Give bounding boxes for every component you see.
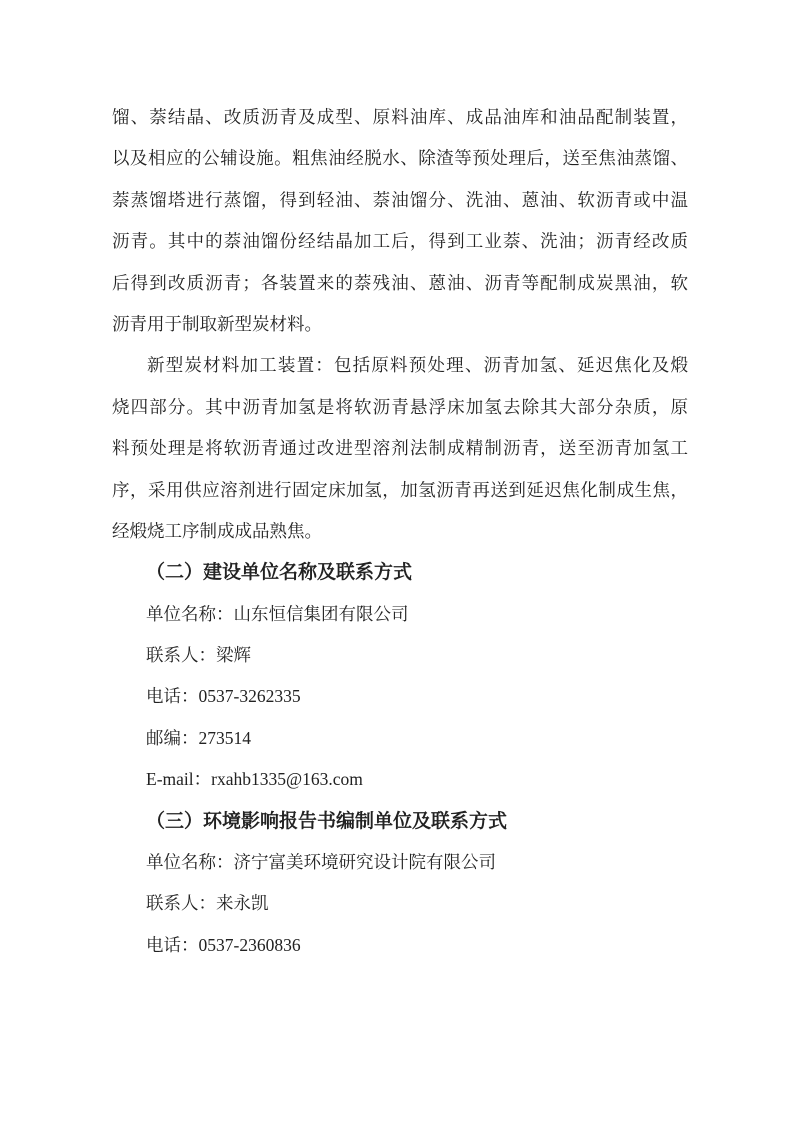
contact-value: rxahb1335@163.com [211, 769, 363, 790]
section-heading-construction-unit: （二）建设单位名称及联系方式 [146, 562, 413, 584]
contact-value: 0537-3262335 [198, 686, 301, 707]
text-line: 料预处理是将软沥青通过改进型溶剂法制成精制沥青，送至沥青加氢工 [112, 438, 688, 459]
text-line: 经煅烧工序制成成品熟焦。 [112, 520, 322, 541]
text-line: 序，采用供应溶剂进行固定床加氢，加氢沥青再送到延迟焦化制成生焦， [112, 479, 688, 500]
contact-label: 联系人： [146, 645, 216, 666]
paragraph-new-carbon-material [112, 345, 688, 552]
text-line: 后得到改质沥青；各装置来的萘残油、蒽油、沥青等配制成炭黑油，软 [112, 272, 688, 293]
contact-item-unit-name-2 [112, 842, 688, 883]
contact-value: 273514 [198, 727, 251, 748]
contact-value: 来永凯 [216, 893, 269, 914]
contact-item-phone-2 [112, 925, 688, 966]
contact-label: E-mail： [146, 769, 212, 790]
page-content [112, 97, 688, 966]
contact-value: 山东恒信集团有限公司 [233, 603, 409, 624]
contact-value: 济宁富美环境研究设计院有限公司 [233, 852, 496, 873]
section-heading-eia-unit: （三）环境影响报告书编制单位及联系方式 [146, 810, 508, 832]
contact-value: 梁辉 [216, 645, 251, 666]
contact-label: 邮编： [146, 727, 199, 748]
text-line: 沥青。其中的萘油馏份经结晶加工后，得到工业萘、洗油；沥青经改质 [112, 231, 688, 252]
text-line: 以及相应的公辅设施。粗焦油经脱水、除渣等预处理后，送至焦油蒸馏、 [112, 148, 688, 169]
text-line: 新型炭材料加工装置：包括原料预处理、沥青加氢、延迟焦化及煅 [147, 355, 688, 376]
contact-item-phone [112, 676, 688, 717]
contact-label: 电话： [146, 686, 199, 707]
contact-label: 电话： [146, 934, 199, 955]
text-line: 烧四部分。其中沥青加氢是将软沥青悬浮床加氢去除其大部分杂质，原 [112, 396, 688, 417]
contact-label: 单位名称： [146, 603, 234, 624]
text-line: 沥青用于制取新型炭材料。 [112, 313, 322, 334]
contact-item-email [112, 759, 688, 800]
contact-item-postcode [112, 718, 688, 759]
contact-label: 单位名称： [146, 852, 234, 873]
contact-item-contact-person [112, 635, 688, 676]
contact-value: 0537-2360836 [198, 934, 301, 955]
text-line: 馏、萘结晶、改质沥青及成型、原料油库、成品油库和油品配制装置， [112, 107, 688, 127]
text-line: 萘蒸馏塔进行蒸馏，得到轻油、萘油馏分、洗油、蒽油、软沥青或中温 [112, 189, 688, 210]
contact-item-contact-person-2 [112, 883, 688, 924]
contact-item-unit-name [112, 594, 688, 635]
contact-label: 联系人： [146, 893, 216, 914]
paragraph-coal-tar-processing [112, 97, 688, 345]
